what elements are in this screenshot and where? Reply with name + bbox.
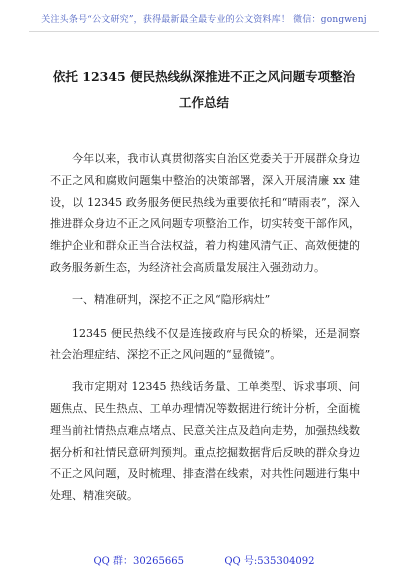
- footer: [0, 552, 408, 567]
- header-banner-text: 关注头条号“公文研究”，获得最新最全最专业的公文资料库！ 微信：gongwenj: [41, 15, 367, 25]
- document-body: [50, 148, 360, 517]
- header-banner: [0, 12, 408, 32]
- section-heading-1: 一、精准研判，深挖不正之风“隐形病灶”: [72, 292, 271, 306]
- paragraph-intro: 今年以来，我市认真贯彻落实自治区党委关于开展群众身边不正之风和腐败问题集中整治的决策部署，深入开展清廉 xx 建设，以 12345 政务服务便民热线为重要依托和“晴雨表”，深入推进群众身边不正之风问题专项整治工作，切实转变干部作风，维护企业和群众正当合法权益，着力构建风清气正、高效便捷的政务服务新生态，为经济社会高质量发展注入强劲动力。: [50, 152, 360, 274]
- paragraph-data-analysis: 我市定期对 12345 热线话务量、工单类型、诉求事项、问题焦点、民生热点、工单办理情况等数据进行统计分析，全面梳理当前社情热点难点堵点、民意关注点及趋向走势，加强热线数据分析和社情民意研判预判。重点挖掘数据背后反映的群众身边不正之风问题，及时梳理、排查潜在线索，对共性问题进行集中处理、精准突破。: [50, 380, 360, 503]
- document-title: 依托 12345 便民热线纵深推进不正之风问题专项整治工作总结: [52, 69, 356, 110]
- footer-qq-number: QQ 号:535304092: [224, 556, 315, 567]
- header-divider: [29, 31, 379, 32]
- paragraph-hotline-role: 12345 便民热线不仅是连接政府与民众的桥梁，还是洞察社会治理症结、深挖不正之风问题的“显微镜”。: [50, 326, 360, 362]
- footer-qq-group: QQ 群：30265665: [93, 556, 184, 567]
